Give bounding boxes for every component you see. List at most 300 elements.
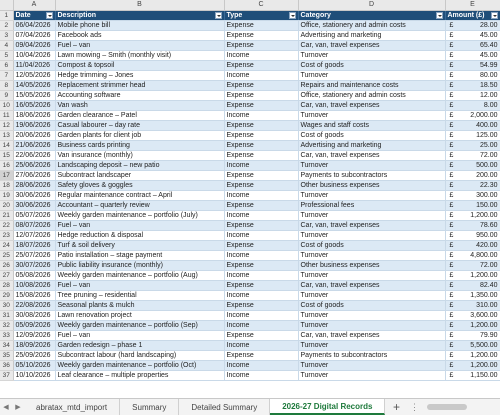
currency-symbol: £ xyxy=(449,291,454,299)
table-row xyxy=(0,350,500,360)
amount-number: 45.00 xyxy=(479,31,498,39)
amount-cell[interactable] xyxy=(445,150,500,160)
amount-value xyxy=(448,301,498,310)
row-number[interactable]: 18 xyxy=(0,180,13,190)
description-cell[interactable]: Fuel – van xyxy=(55,40,224,50)
type-cell[interactable]: Expense xyxy=(224,140,298,150)
amount-number: 65.40 xyxy=(479,41,498,49)
category-cell[interactable]: Turnover xyxy=(298,310,445,320)
amount-cell[interactable] xyxy=(445,40,500,50)
type-cell[interactable]: Expense xyxy=(224,40,298,50)
category-cell[interactable]: Turnover xyxy=(298,320,445,330)
type-cell[interactable]: Expense xyxy=(224,220,298,230)
description-cell[interactable]: Garden clearance – Patel xyxy=(55,110,224,120)
date-cell[interactable]: 25/06/2026 xyxy=(13,160,55,170)
description-cell[interactable]: Compost & topsoil xyxy=(55,60,224,70)
date-cell[interactable]: 12/05/2026 xyxy=(13,70,55,80)
description-cell[interactable]: Landscaping deposit – new patio xyxy=(55,160,224,170)
description-cell[interactable]: Business cards printing xyxy=(55,140,224,150)
type-cell[interactable]: Income xyxy=(224,320,298,330)
scrollbar-thumb[interactable] xyxy=(427,404,467,410)
amount-cell[interactable] xyxy=(445,90,500,100)
type-cell[interactable]: Expense xyxy=(224,170,298,180)
date-cell[interactable]: 06/04/2026 xyxy=(13,20,55,30)
amount-value xyxy=(448,21,498,30)
category-cell[interactable]: Office, stationery and admin costs xyxy=(298,20,445,30)
category-cell[interactable]: Turnover xyxy=(298,250,445,260)
type-cell[interactable]: Expense xyxy=(224,30,298,40)
amount-cell[interactable] xyxy=(445,240,500,250)
header-cell-date[interactable] xyxy=(13,10,55,20)
description-cell[interactable]: Lawn renovation project xyxy=(55,310,224,320)
next-sheet-icon[interactable]: ▶ xyxy=(15,404,21,411)
category-cell[interactable]: Turnover xyxy=(298,270,445,280)
category-cell[interactable]: Repairs and maintenance costs xyxy=(298,80,445,90)
date-cell[interactable]: 07/04/2026 xyxy=(13,30,55,40)
category-cell[interactable]: Turnover xyxy=(298,190,445,200)
header-cell-description[interactable] xyxy=(55,10,224,20)
description-cell[interactable]: Patio installation – stage payment xyxy=(55,250,224,260)
type-cell[interactable]: Expense xyxy=(224,130,298,140)
description-cell[interactable]: Casual labourer – day rate xyxy=(55,120,224,130)
category-cell[interactable]: Car, van, travel expenses xyxy=(298,100,445,110)
type-cell[interactable]: Expense xyxy=(224,300,298,310)
amount-cell[interactable] xyxy=(445,20,500,30)
amount-cell[interactable] xyxy=(445,170,500,180)
type-cell[interactable]: Expense xyxy=(224,330,298,340)
amount-cell[interactable] xyxy=(445,300,500,310)
description-cell[interactable]: Fuel – van xyxy=(55,330,224,340)
date-cell[interactable]: 18/07/2026 xyxy=(13,240,55,250)
date-cell[interactable]: 25/07/2026 xyxy=(13,250,55,260)
amount-cell[interactable] xyxy=(445,290,500,300)
category-cell[interactable]: Turnover xyxy=(298,50,445,60)
row-number[interactable]: 29 xyxy=(0,290,13,300)
amount-value xyxy=(448,61,498,70)
amount-cell[interactable] xyxy=(445,180,500,190)
amount-number: 125.00 xyxy=(476,131,498,139)
table-row xyxy=(0,370,500,380)
amount-number: 80.00 xyxy=(479,71,498,79)
amount-value xyxy=(448,151,498,160)
category-cell[interactable]: Cost of goods xyxy=(298,300,445,310)
currency-symbol: £ xyxy=(449,201,454,209)
date-cell[interactable]: 30/06/2026 xyxy=(13,200,55,210)
description-cell[interactable]: Subcontract landscaper xyxy=(55,170,224,180)
table-header-row xyxy=(0,10,500,20)
description-cell[interactable]: Tree pruning – residential xyxy=(55,290,224,300)
date-cell[interactable]: 12/07/2026 xyxy=(13,230,55,240)
amount-value xyxy=(448,41,498,50)
row-number[interactable]: 10 xyxy=(0,100,13,110)
description-cell[interactable]: Hedge trimming – Jones xyxy=(55,70,224,80)
date-cell[interactable]: 08/07/2026 xyxy=(13,220,55,230)
date-cell[interactable]: 05/09/2026 xyxy=(13,320,55,330)
category-cell[interactable]: Car, van, travel expenses xyxy=(298,280,445,290)
date-cell[interactable]: 20/06/2026 xyxy=(13,130,55,140)
amount-cell[interactable] xyxy=(445,160,500,170)
type-cell[interactable]: Expense xyxy=(224,350,298,360)
row-number[interactable]: 25 xyxy=(0,250,13,260)
row-number[interactable]: 24 xyxy=(0,240,13,250)
description-cell[interactable]: Weekly garden maintenance – portfolio (July) xyxy=(55,210,224,220)
column-header-e[interactable]: E xyxy=(445,0,500,10)
amount-cell[interactable] xyxy=(445,210,500,220)
amount-cell[interactable] xyxy=(445,110,500,120)
type-cell[interactable]: Income xyxy=(224,160,298,170)
date-cell[interactable]: 15/08/2026 xyxy=(13,290,55,300)
date-cell[interactable]: 25/09/2026 xyxy=(13,350,55,360)
row-number[interactable]: 8 xyxy=(0,80,13,90)
row-number[interactable]: 22 xyxy=(0,220,13,230)
row-number[interactable]: 20 xyxy=(0,200,13,210)
table-row xyxy=(0,360,500,370)
date-cell[interactable]: 30/08/2026 xyxy=(13,310,55,320)
date-cell[interactable]: 28/06/2026 xyxy=(13,180,55,190)
header-cell-category[interactable] xyxy=(298,10,445,20)
date-cell[interactable]: 05/08/2026 xyxy=(13,270,55,280)
table-row xyxy=(0,180,500,190)
amount-number: 5,500.00 xyxy=(470,341,498,349)
category-cell[interactable]: Cost of goods xyxy=(298,240,445,250)
type-cell[interactable]: Income xyxy=(224,340,298,350)
table-row xyxy=(0,60,500,70)
table-row xyxy=(0,20,500,30)
description-cell[interactable]: Weekly garden maintenance – portfolio (Sep) xyxy=(55,320,224,330)
category-cell[interactable]: Turnover xyxy=(298,70,445,80)
currency-symbol: £ xyxy=(449,111,454,119)
row-number[interactable]: 36 xyxy=(0,360,13,370)
row-number[interactable]: 17 xyxy=(0,170,13,180)
amount-number: 82.40 xyxy=(479,281,498,289)
category-cell[interactable]: Turnover xyxy=(298,230,445,240)
category-cell[interactable]: Turnover xyxy=(298,290,445,300)
amount-cell[interactable] xyxy=(445,140,500,150)
table-row xyxy=(0,40,500,50)
column-header-d[interactable]: D xyxy=(298,0,445,10)
amount-value xyxy=(448,261,498,270)
date-cell[interactable]: 15/05/2026 xyxy=(13,90,55,100)
date-cell[interactable]: 05/10/2026 xyxy=(13,360,55,370)
row-number[interactable]: 34 xyxy=(0,340,13,350)
filter-dropdown-icon[interactable] xyxy=(436,12,443,19)
row-number[interactable]: 15 xyxy=(0,150,13,160)
row-number[interactable]: 4 xyxy=(0,40,13,50)
description-cell[interactable]: Mobile phone bill xyxy=(55,20,224,30)
amount-cell[interactable] xyxy=(445,120,500,130)
type-cell[interactable]: Income xyxy=(224,210,298,220)
date-cell[interactable]: 16/05/2026 xyxy=(13,100,55,110)
description-cell[interactable]: Hedge reduction & disposal xyxy=(55,230,224,240)
select-all-corner[interactable] xyxy=(0,0,13,10)
category-cell[interactable]: Turnover xyxy=(298,160,445,170)
amount-cell[interactable] xyxy=(445,280,500,290)
amount-cell[interactable] xyxy=(445,190,500,200)
amount-cell[interactable] xyxy=(445,330,500,340)
type-cell[interactable]: Income xyxy=(224,290,298,300)
add-sheet-button[interactable]: + xyxy=(392,400,400,414)
date-cell[interactable]: 18/09/2026 xyxy=(13,340,55,350)
description-cell[interactable]: Accounting software xyxy=(55,90,224,100)
filter-dropdown-icon[interactable] xyxy=(46,12,53,19)
filter-dropdown-icon[interactable] xyxy=(215,12,222,19)
amount-cell[interactable] xyxy=(445,200,500,210)
amount-number: 22.30 xyxy=(479,181,498,189)
date-cell[interactable]: 27/06/2026 xyxy=(13,170,55,180)
table-row xyxy=(0,290,500,300)
amount-cell[interactable] xyxy=(445,370,500,380)
date-cell[interactable]: 14/05/2026 xyxy=(13,80,55,90)
type-cell[interactable]: Income xyxy=(224,370,298,380)
date-cell[interactable]: 30/07/2026 xyxy=(13,260,55,270)
description-cell[interactable]: Subcontract labour (hard landscaping) xyxy=(55,350,224,360)
amount-number: 400.00 xyxy=(476,121,498,129)
amount-cell[interactable] xyxy=(445,130,500,140)
row-number[interactable]: 14 xyxy=(0,140,13,150)
column-header-a[interactable]: A xyxy=(13,0,55,10)
date-cell[interactable]: 18/06/2026 xyxy=(13,110,55,120)
date-cell[interactable]: 05/07/2026 xyxy=(13,210,55,220)
amount-cell[interactable] xyxy=(445,230,500,240)
more-options-icon[interactable]: ⋮ xyxy=(409,401,419,412)
date-cell[interactable]: 12/09/2026 xyxy=(13,330,55,340)
description-cell[interactable]: Fuel – van xyxy=(55,280,224,290)
type-cell[interactable]: Expense xyxy=(224,20,298,30)
table-row xyxy=(0,100,500,110)
category-cell[interactable]: Office, stationery and admin costs xyxy=(298,90,445,100)
row-number[interactable]: 30 xyxy=(0,300,13,310)
row-number[interactable]: 26 xyxy=(0,260,13,270)
date-cell[interactable]: 30/06/2026 xyxy=(13,190,55,200)
category-cell[interactable]: Other business expenses xyxy=(298,260,445,270)
description-cell[interactable]: Garden plants for client job xyxy=(55,130,224,140)
row-number[interactable]: 16 xyxy=(0,160,13,170)
currency-symbol: £ xyxy=(449,341,454,349)
category-cell[interactable]: Turnover xyxy=(298,370,445,380)
row-number[interactable]: 3 xyxy=(0,30,13,40)
date-cell[interactable]: 22/06/2026 xyxy=(13,150,55,160)
type-cell[interactable]: Expense xyxy=(224,260,298,270)
category-cell[interactable]: Payments to subcontractors xyxy=(298,350,445,360)
amount-value xyxy=(448,341,498,350)
type-cell[interactable]: Expense xyxy=(224,120,298,130)
date-cell[interactable]: 10/08/2026 xyxy=(13,280,55,290)
row-number[interactable]: 7 xyxy=(0,70,13,80)
amount-number: 310.00 xyxy=(476,301,498,309)
amount-cell[interactable] xyxy=(445,320,500,330)
description-cell[interactable]: Weekly garden maintenance – portfolio (Oct) xyxy=(55,360,224,370)
description-cell[interactable]: Accountant – quarterly review xyxy=(55,200,224,210)
category-cell[interactable]: Payments to subcontractors xyxy=(298,170,445,180)
type-cell[interactable]: Income xyxy=(224,270,298,280)
amount-cell[interactable] xyxy=(445,30,500,40)
category-cell[interactable]: Cost of goods xyxy=(298,130,445,140)
row-number[interactable]: 2 xyxy=(0,20,13,30)
category-cell[interactable]: Car, van, travel expenses xyxy=(298,330,445,340)
row-number[interactable]: 13 xyxy=(0,130,13,140)
category-cell[interactable]: Car, van, travel expenses xyxy=(298,40,445,50)
category-cell[interactable]: Advertising and marketing xyxy=(298,140,445,150)
description-cell[interactable]: Safety gloves & goggles xyxy=(55,180,224,190)
table-row xyxy=(0,320,500,330)
amount-cell[interactable] xyxy=(445,310,500,320)
sheet-tab-summary[interactable]: Summary xyxy=(120,399,179,415)
type-cell[interactable]: Expense xyxy=(224,60,298,70)
amount-cell[interactable] xyxy=(445,270,500,280)
date-cell[interactable]: 22/08/2026 xyxy=(13,300,55,310)
description-cell[interactable]: Public liability insurance (monthly) xyxy=(55,260,224,270)
filter-dropdown-icon[interactable] xyxy=(289,12,296,19)
description-cell[interactable]: Seasonal plants & mulch xyxy=(55,300,224,310)
currency-symbol: £ xyxy=(449,301,454,309)
row-number[interactable]: 28 xyxy=(0,280,13,290)
description-cell[interactable]: Regular maintenance contract – April xyxy=(55,190,224,200)
date-cell[interactable]: 19/06/2026 xyxy=(13,120,55,130)
amount-value xyxy=(448,271,498,280)
category-cell[interactable]: Other business expenses xyxy=(298,180,445,190)
amount-cell[interactable] xyxy=(445,360,500,370)
currency-symbol: £ xyxy=(449,161,454,169)
description-cell[interactable]: Weekly garden maintenance – portfolio (Aug) xyxy=(55,270,224,280)
type-cell[interactable]: Income xyxy=(224,190,298,200)
table-row xyxy=(0,150,500,160)
type-cell[interactable]: Income xyxy=(224,230,298,240)
sheet-tab-detailed-summary[interactable]: Detailed Summary xyxy=(179,399,270,415)
row-number[interactable]: 19 xyxy=(0,190,13,200)
amount-cell[interactable] xyxy=(445,350,500,360)
description-cell[interactable]: Replacement strimmer head xyxy=(55,80,224,90)
date-cell[interactable]: 11/04/2026 xyxy=(13,60,55,70)
column-header-c[interactable]: C xyxy=(224,0,298,10)
row-number[interactable]: 32 xyxy=(0,320,13,330)
row-number[interactable]: 21 xyxy=(0,210,13,220)
amount-number: 420.00 xyxy=(476,241,498,249)
amount-value xyxy=(448,161,498,170)
type-cell[interactable]: Expense xyxy=(224,100,298,110)
amount-value xyxy=(448,191,498,200)
amount-value xyxy=(448,31,498,40)
table-row xyxy=(0,30,500,40)
date-cell[interactable]: 09/04/2026 xyxy=(13,40,55,50)
type-cell[interactable]: Income xyxy=(224,360,298,370)
type-cell[interactable]: Expense xyxy=(224,180,298,190)
row-number[interactable]: 27 xyxy=(0,270,13,280)
header-cell-amount[interactable] xyxy=(445,10,500,20)
header-label: Type xyxy=(226,11,243,19)
row-number[interactable]: 12 xyxy=(0,120,13,130)
type-cell[interactable]: Expense xyxy=(224,280,298,290)
sheet-tab-abratax[interactable]: abratax_mtd_import xyxy=(24,399,120,415)
table-row xyxy=(0,340,500,350)
amount-value xyxy=(448,101,498,110)
filter-dropdown-icon[interactable] xyxy=(491,12,498,19)
description-cell[interactable]: Garden redesign – phase 1 xyxy=(55,340,224,350)
type-cell[interactable]: Income xyxy=(224,70,298,80)
amount-cell[interactable] xyxy=(445,260,500,270)
category-cell[interactable]: Turnover xyxy=(298,110,445,120)
category-cell[interactable]: Cost of goods xyxy=(298,60,445,70)
type-cell[interactable]: Expense xyxy=(224,240,298,250)
table-row xyxy=(0,310,500,320)
category-cell[interactable]: Turnover xyxy=(298,360,445,370)
amount-value xyxy=(448,141,498,150)
sheet-tab-digital-records[interactable]: 2026-27 Digital Records xyxy=(270,399,385,415)
description-cell[interactable]: Facebook ads xyxy=(55,30,224,40)
row-number[interactable]: 31 xyxy=(0,310,13,320)
amount-cell[interactable] xyxy=(445,340,500,350)
horizontal-scrollbar[interactable] xyxy=(421,399,500,415)
category-cell[interactable]: Professional fees xyxy=(298,200,445,210)
description-cell[interactable]: Turf & soil delivery xyxy=(55,240,224,250)
amount-number: 78.60 xyxy=(479,221,498,229)
description-cell[interactable]: Leaf clearance – multiple properties xyxy=(55,370,224,380)
amount-cell[interactable] xyxy=(445,70,500,80)
currency-symbol: £ xyxy=(449,361,454,369)
amount-cell[interactable] xyxy=(445,220,500,230)
currency-symbol: £ xyxy=(449,261,454,269)
type-cell[interactable]: Expense xyxy=(224,90,298,100)
category-cell[interactable]: Car, van, travel expenses xyxy=(298,150,445,160)
category-cell[interactable]: Advertising and marketing xyxy=(298,30,445,40)
category-cell[interactable]: Turnover xyxy=(298,340,445,350)
description-cell[interactable]: Lawn mowing – Smith (monthly visit) xyxy=(55,50,224,60)
amount-value xyxy=(448,81,498,90)
row-number[interactable]: 33 xyxy=(0,330,13,340)
currency-symbol: £ xyxy=(449,121,454,129)
currency-symbol: £ xyxy=(449,351,454,359)
row-number[interactable]: 11 xyxy=(0,110,13,120)
amount-cell[interactable] xyxy=(445,60,500,70)
currency-symbol: £ xyxy=(449,311,454,319)
row-number[interactable]: 37 xyxy=(0,370,13,380)
prev-sheet-icon[interactable]: ◀ xyxy=(3,404,9,411)
type-cell[interactable]: Income xyxy=(224,310,298,320)
category-cell[interactable]: Wages and staff costs xyxy=(298,120,445,130)
date-cell[interactable]: 10/10/2026 xyxy=(13,370,55,380)
amount-cell[interactable] xyxy=(445,50,500,60)
type-cell[interactable]: Expense xyxy=(224,150,298,160)
row-number[interactable]: 23 xyxy=(0,230,13,240)
amount-value xyxy=(448,321,498,330)
header-cell-type[interactable] xyxy=(224,10,298,20)
type-cell[interactable]: Expense xyxy=(224,80,298,90)
type-cell[interactable]: Income xyxy=(224,110,298,120)
description-cell[interactable]: Fuel – van xyxy=(55,220,224,230)
category-cell[interactable]: Turnover xyxy=(298,210,445,220)
column-header-b[interactable]: B xyxy=(55,0,224,10)
amount-number: 300.00 xyxy=(476,191,498,199)
row-number[interactable]: 5 xyxy=(0,50,13,60)
amount-cell[interactable] xyxy=(445,80,500,90)
amount-cell[interactable] xyxy=(445,100,500,110)
row-number[interactable]: 9 xyxy=(0,90,13,100)
description-cell[interactable]: Van wash xyxy=(55,100,224,110)
category-cell[interactable]: Car, van, travel expenses xyxy=(298,220,445,230)
amount-cell[interactable] xyxy=(445,250,500,260)
date-cell[interactable]: 21/06/2026 xyxy=(13,140,55,150)
type-cell[interactable]: Expense xyxy=(224,200,298,210)
row-number[interactable]: 35 xyxy=(0,350,13,360)
table-row xyxy=(0,230,500,240)
amount-value xyxy=(448,291,498,300)
row-number[interactable]: 1 xyxy=(0,10,13,20)
header-label: Description xyxy=(57,11,97,19)
type-cell[interactable]: Income xyxy=(224,50,298,60)
date-cell[interactable]: 10/04/2026 xyxy=(13,50,55,60)
row-number[interactable]: 6 xyxy=(0,60,13,70)
type-cell[interactable]: Income xyxy=(224,250,298,260)
description-cell[interactable]: Van insurance (monthly) xyxy=(55,150,224,160)
